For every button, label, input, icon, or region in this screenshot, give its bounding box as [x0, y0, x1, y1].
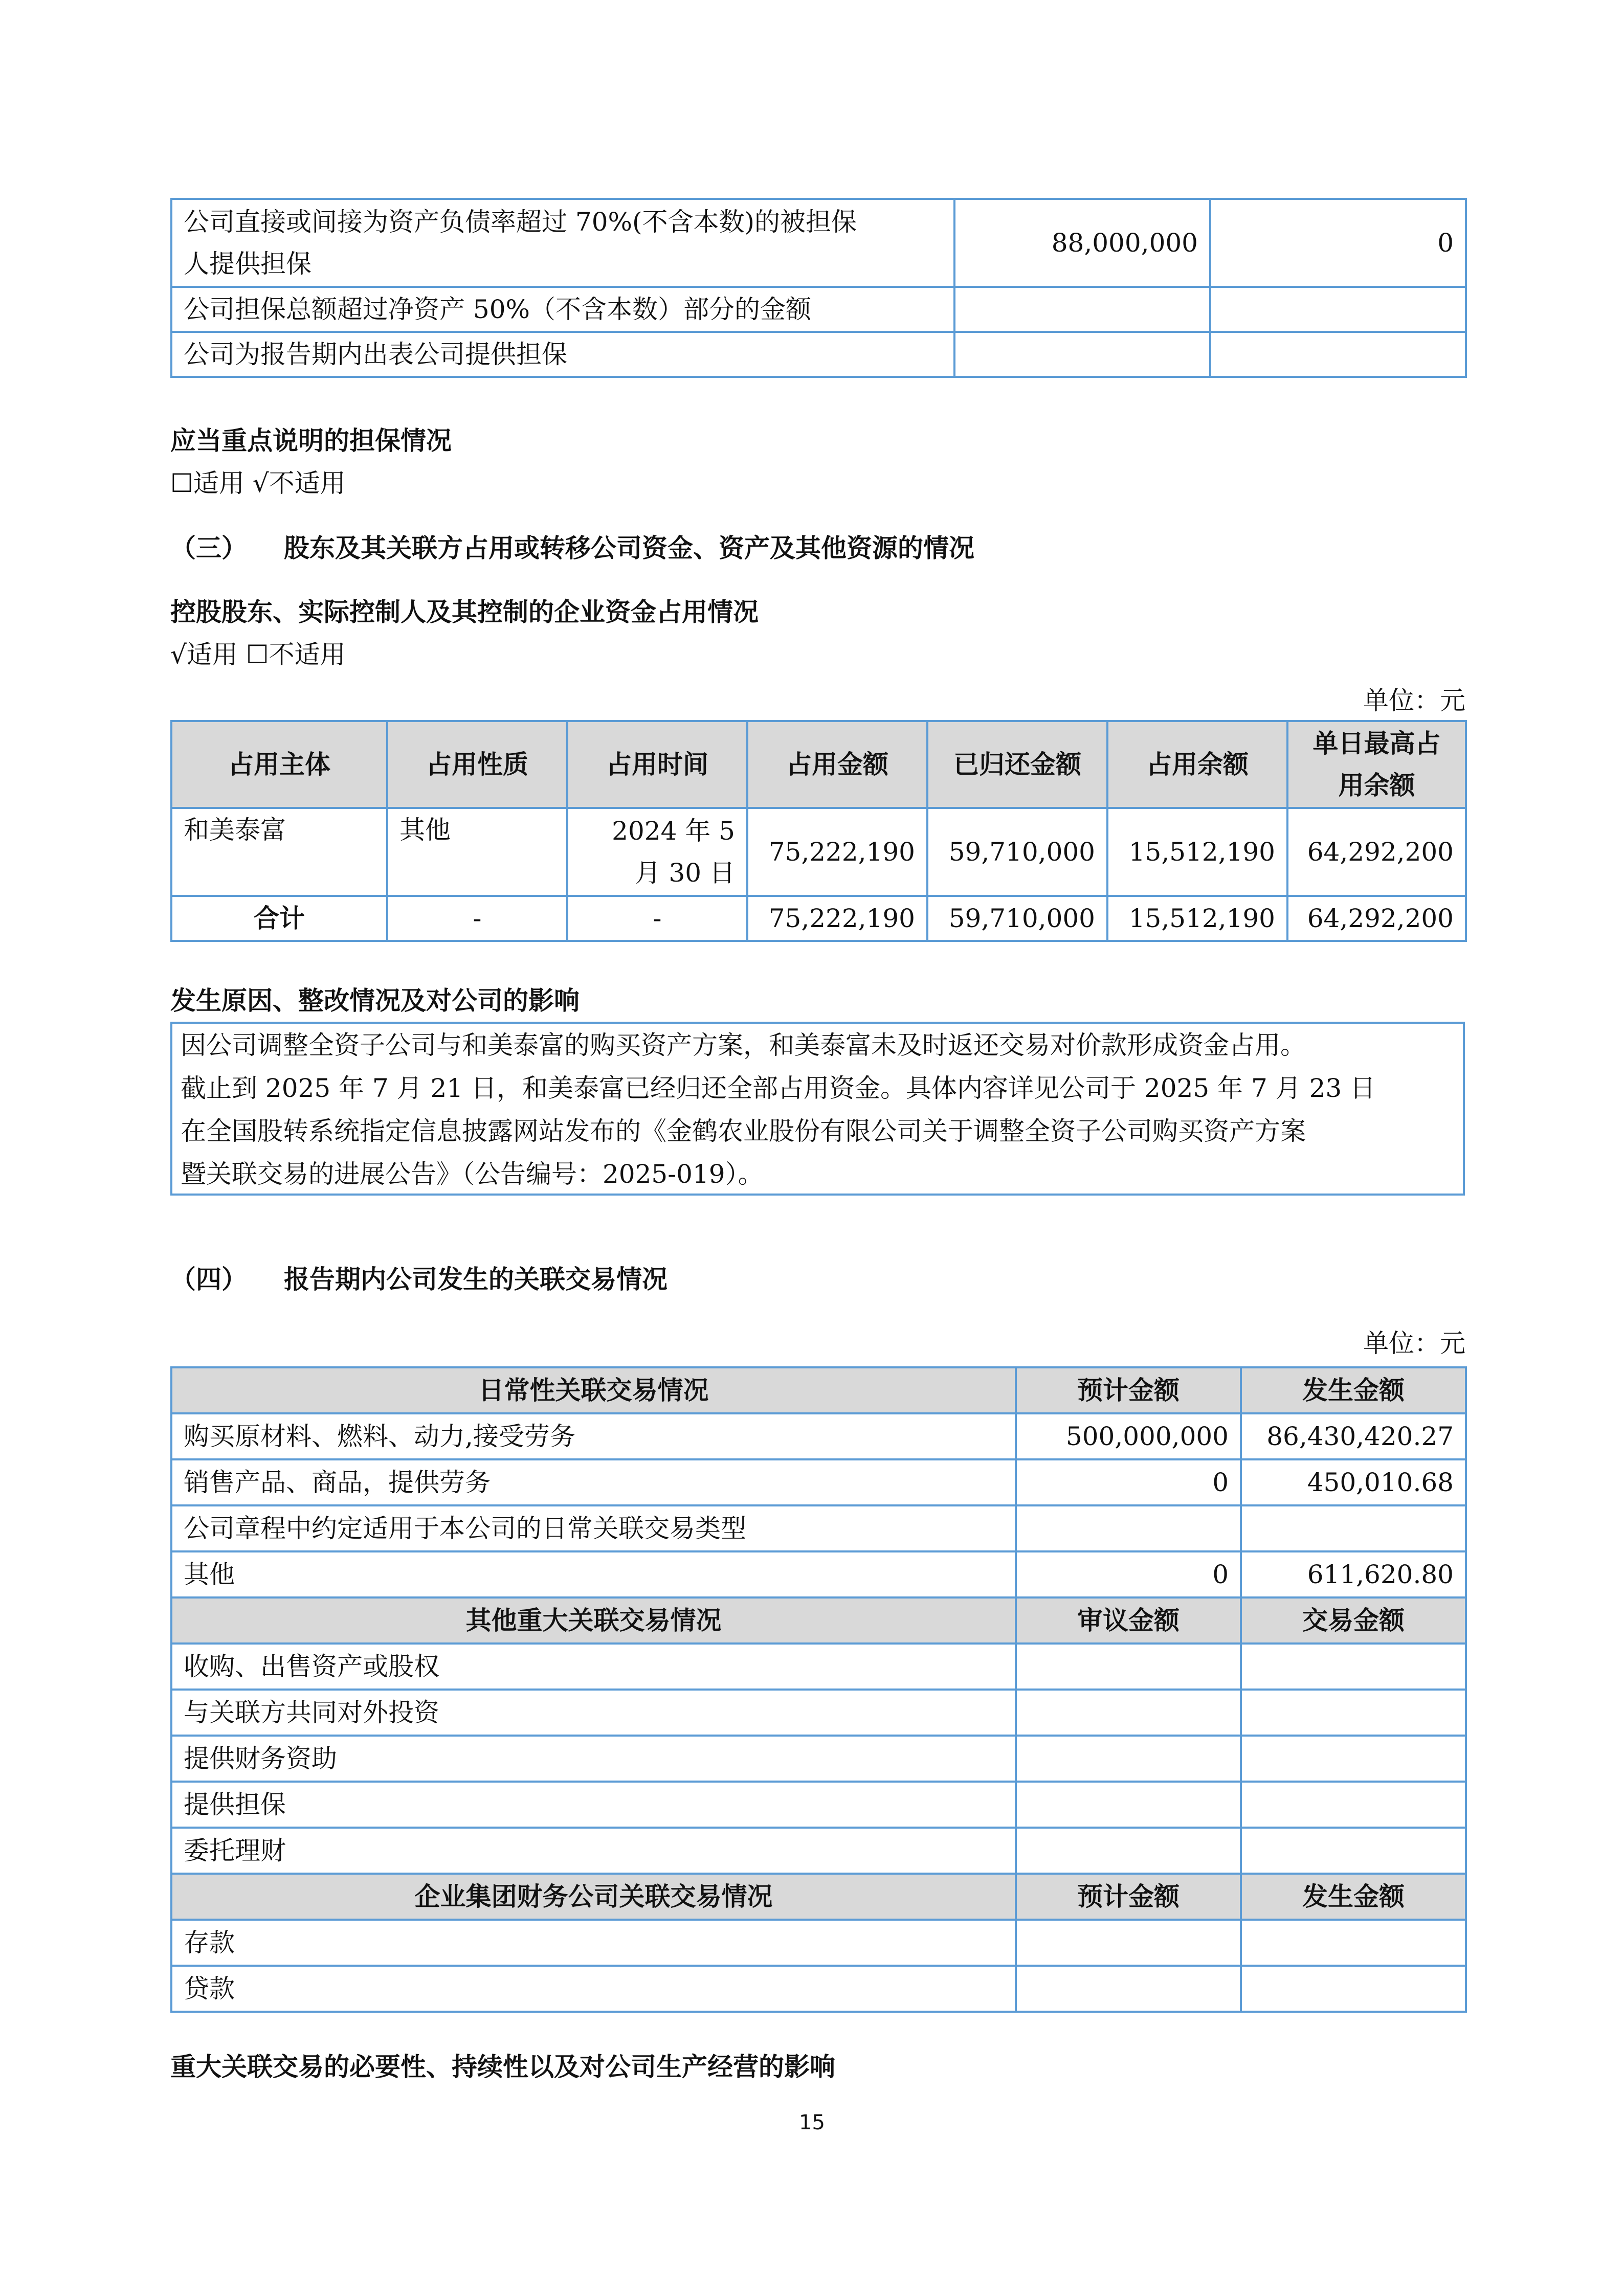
table-cell [1241, 1644, 1466, 1690]
column-header: 审议金额 [1016, 1597, 1241, 1644]
section-heading: 发生原因、整改情况及对公司的影响 [170, 986, 580, 1016]
table-cell: 公司章程中约定适用于本公司的日常关联交易类型 [171, 1505, 1016, 1551]
fund-occupation-table [170, 720, 1467, 942]
table-cell [954, 332, 1210, 377]
header-line: 单日最高占 [1312, 729, 1441, 758]
table-row [171, 1920, 1466, 1966]
column-header: 占用余额 [1107, 721, 1287, 808]
table-row [171, 1459, 1466, 1505]
table-cell: 59,710,000 [927, 896, 1107, 941]
table-cell: 15,512,190 [1107, 896, 1287, 941]
header-line: 用余额 [1338, 771, 1415, 800]
paragraph-line: 截止到 2025 年 7 月 21 日，和美泰富已经归还全部占用资金。具体内容详见公司于 2025 年 7 月 23 日 [181, 1073, 1376, 1103]
table-cell [1016, 1736, 1241, 1782]
table-row [171, 1690, 1466, 1736]
row-label: 人提供担保 [184, 249, 312, 279]
section-subtitle: 控股股东、实际控制人及其控制的企业资金占用情况 [170, 597, 759, 627]
table-cell [1016, 1920, 1241, 1966]
table-cell [1016, 1690, 1241, 1736]
table-cell: 15,512,190 [1107, 808, 1287, 896]
table-cell: 500,000,000 [1016, 1413, 1241, 1459]
table-row [171, 1736, 1466, 1782]
table-row [171, 332, 1466, 377]
applicability-options: ☐适用 √不适用 [170, 468, 346, 498]
table-cell: 64,292,200 [1287, 896, 1466, 941]
table-row [171, 1413, 1466, 1459]
table-cell [567, 808, 747, 896]
table-cell: 购买原材料、燃料、动力,接受劳务 [171, 1413, 1016, 1459]
cell-line: 2024 年 5 [612, 816, 735, 846]
section-title: 报告期内公司发生的关联交易情况 [284, 1265, 668, 1294]
guarantee-table [170, 198, 1467, 378]
column-header: 预计金额 [1016, 1874, 1241, 1920]
table-header-row [171, 721, 1466, 808]
table-cell [1210, 287, 1466, 332]
table-cell [1241, 1966, 1466, 2012]
table-row [171, 287, 1466, 332]
table-total-row [171, 896, 1466, 941]
table-cell: 64,292,200 [1287, 808, 1466, 896]
table-row [171, 1551, 1466, 1597]
column-header: 已归还金额 [927, 721, 1107, 808]
table-cell: 0 [1016, 1551, 1241, 1597]
table-row [171, 1828, 1466, 1874]
table-cell: 公司担保总额超过净资产 50%（不含本数）部分的金额 [171, 287, 954, 332]
table-cell [1241, 1690, 1466, 1736]
paragraph-line: 暨关联交易的进展公告》（公告编号：2025-019）。 [181, 1159, 764, 1189]
table-cell: 其他 [171, 1551, 1016, 1597]
unit-label: 单位：元 [1363, 686, 1465, 715]
column-header: 企业集团财务公司关联交易情况 [171, 1874, 1016, 1920]
table-cell [1241, 1736, 1466, 1782]
table-row [171, 1644, 1466, 1690]
column-header: 占用时间 [567, 721, 747, 808]
cause-description-box [170, 1022, 1465, 1196]
table-cell [1016, 1505, 1241, 1551]
table-cell: 611,620.80 [1241, 1551, 1466, 1597]
table-cell [1016, 1828, 1241, 1874]
table-cell: 其他 [387, 808, 567, 896]
table-cell [171, 199, 954, 287]
table-cell: 59,710,000 [927, 808, 1107, 896]
column-header: 占用金额 [747, 721, 927, 808]
table-cell: 收购、出售资产或股权 [171, 1644, 1016, 1690]
row-label: 公司直接或间接为资产负债率超过 70%(不含本数)的被担保 [184, 207, 857, 237]
column-header: 占用主体 [171, 721, 387, 808]
table-cell: 与关联方共同对外投资 [171, 1690, 1016, 1736]
table-cell: 88,000,000 [954, 199, 1210, 287]
table-cell: 0 [1016, 1459, 1241, 1505]
section-heading: 应当重点说明的担保情况 [170, 426, 452, 456]
table-cell [1241, 1782, 1466, 1828]
table-row [171, 199, 1466, 287]
table-cell: 合计 [171, 896, 387, 941]
column-header: 发生金额 [1241, 1367, 1466, 1413]
table-row [171, 1966, 1466, 2012]
table-header-row [171, 1367, 1466, 1413]
applicability-options: √适用 ☐不适用 [170, 640, 346, 669]
table-row [171, 808, 1466, 896]
section-number: （三） [170, 533, 247, 563]
table-cell: 和美泰富 [171, 808, 387, 896]
section-number: （四） [170, 1265, 247, 1294]
cell-line: 月 30 日 [635, 858, 735, 888]
table-header-row [171, 1597, 1466, 1644]
column-header: 预计金额 [1016, 1367, 1241, 1413]
unit-label: 单位：元 [1363, 1329, 1465, 1358]
page-number: 15 [799, 2111, 825, 2134]
table-row [171, 1505, 1466, 1551]
paragraph-line: 因公司调整全资子公司与和美泰富的购买资产方案，和美泰富未及时返还交易对价款形成资金占用。 [181, 1030, 1306, 1060]
section-heading: 重大关联交易的必要性、持续性以及对公司生产经营的影响 [170, 2052, 835, 2082]
table-cell [1241, 1828, 1466, 1874]
table-cell: 450,010.68 [1241, 1459, 1466, 1505]
table-cell [1016, 1782, 1241, 1828]
column-header: 日常性关联交易情况 [171, 1367, 1016, 1413]
table-row [171, 1782, 1466, 1828]
column-header: 占用性质 [387, 721, 567, 808]
table-cell [1016, 1644, 1241, 1690]
table-cell: 公司为报告期内出表公司提供担保 [171, 332, 954, 377]
table-cell: 存款 [171, 1920, 1016, 1966]
table-cell: - [387, 896, 567, 941]
table-cell: - [567, 896, 747, 941]
table-cell: 贷款 [171, 1966, 1016, 2012]
table-cell [1016, 1966, 1241, 2012]
column-header: 发生金额 [1241, 1874, 1466, 1920]
table-cell: 75,222,190 [747, 896, 927, 941]
table-cell [954, 287, 1210, 332]
section-title: 股东及其关联方占用或转移公司资金、资产及其他资源的情况 [284, 533, 974, 563]
table-cell: 提供担保 [171, 1782, 1016, 1828]
table-header-row [171, 1874, 1466, 1920]
table-cell: 销售产品、商品，提供劳务 [171, 1459, 1016, 1505]
table-cell: 86,430,420.27 [1241, 1413, 1466, 1459]
paragraph-line: 在全国股转系统指定信息披露网站发布的《金鹤农业股份有限公司关于调整全资子公司购买资产方案 [181, 1116, 1306, 1146]
column-header: 其他重大关联交易情况 [171, 1597, 1016, 1644]
table-cell: 75,222,190 [747, 808, 927, 896]
column-header: 交易金额 [1241, 1597, 1466, 1644]
table-cell [1210, 332, 1466, 377]
column-header [1287, 721, 1466, 808]
table-cell: 0 [1210, 199, 1466, 287]
table-cell: 委托理财 [171, 1828, 1016, 1874]
table-cell: 提供财务资助 [171, 1736, 1016, 1782]
table-cell [1241, 1920, 1466, 1966]
table-cell [1241, 1505, 1466, 1551]
related-transactions-table [170, 1366, 1467, 2013]
